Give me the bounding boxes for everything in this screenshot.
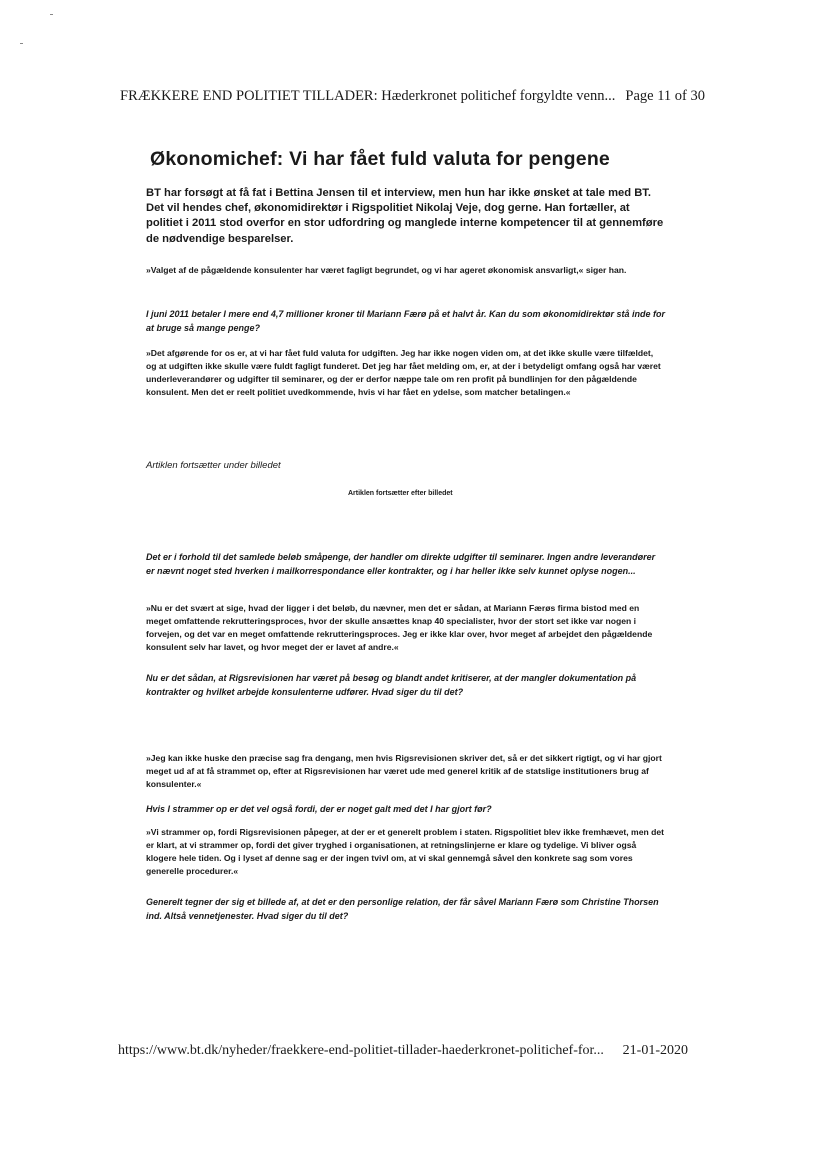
scan-speck	[20, 43, 23, 44]
quote-paragraph: »Det afgørende for os er, at vi har fået fuld valuta for udgiften. Jeg har ikke nogen viden om, at det ikke skulle være tilfældet, og at udgiften ikke skulle være fuldt fagligt funderet. Det jeg har fået melding om, er, at der i betydeligt omfang også har været underleverandører og udgifter til seminarer, og der er derfor næppe tale om ren profit på bundlinjen for den pågældende konsulent. Men det er reelt politiet uvedkommende, hvis vi har fået en ydelse, som matcher betalingen.«	[146, 348, 661, 397]
page-footer	[118, 1043, 688, 1059]
continue-note: Artiklen fortsætter under billedet	[146, 460, 281, 471]
interview-question: I juni 2011 betaler I mere end 4,7 millioner kroner til Mariann Færø på et halvt år. Kan du som økonomidirektør stå inde for at bruge så mange penge?	[146, 309, 665, 333]
page-header	[120, 88, 705, 105]
quote-paragraph: »Nu er det svært at sige, hvad der ligger i det beløb, du nævner, men det er sådan, at Mariann Færøs firma bistod med en meget omfattende rekrutteringsproces, hvor der skulle ansættes knap 40 specialister, hvor der stort set ikke var nogen i forvejen, og det var en meget omfattende rekrutteringsproces. Jeg er ikke klar over, hvor meget af arbejdet den pågældende konsulent selv har lavet, og hvor meget der er lavet af andre.«	[146, 603, 653, 652]
interview-question: Hvis I strammer op er det vel også fordi, der er noget galt med det I har gjort før?	[146, 804, 492, 814]
scan-speck	[50, 14, 53, 15]
interview-question: Det er i forhold til det samlede beløb småpenge, der handler om direkte udgifter til seminarer. Ingen andre leverandører er nævnt noget sted hverken i mailkorrespondance eller kontrakter, og i har heller ikke selv kunnet oplyse nogen...	[146, 552, 656, 576]
image-placeholder-note: Artiklen fortsætter efter billedet	[348, 490, 453, 497]
lead-paragraph: BT har forsøgt at få fat i Bettina Jensen til et interview, men hun har ikke ønsket at tale med BT. Det vil hendes chef, økonomidirektør i Rigspolitiet Nikolaj Veje, dog gerne. Han fortæller, at politiet i 2011 stod overfor en stor udfordring og manglede interne kompetencer til at gennemføre de nødvendige besparelser.	[146, 187, 664, 245]
quote-paragraph: »Vi strammer op, fordi Rigsrevisionen påpeger, at der er et generelt problem i staten. Rigspolitiet blev ikke fremhævet, men det er klart, at vi strammer op, fordi det giver tryghed i organisationen, at retningslinjerne er klare og tydelige. Vi bliver også klogere hele tiden. Og i lyset af denne sag er der ingen tvivl om, at vi skal gennemgå såvel den konkrete sag som vores generelle procedurer.«	[146, 827, 665, 876]
article-heading: Økonomichef: Vi har fået fuld valuta for pengene	[150, 148, 610, 170]
interview-question: Generelt tegner der sig et billede af, at det er den personlige relation, der får såvel Mariann Færø som Christine Thorsen ind. Altså vennetjenester. Hvad siger du til det?	[146, 897, 659, 921]
interview-question: Nu er det sådan, at Rigsrevisionen har været på besøg og blandt andet kritiserer, at der mangler dokumentation på kontrakter og hvilket arbejde konsulenterne udfører. Hvad siger du til det?	[146, 673, 637, 697]
quote-paragraph: »Valget af de pågældende konsulenter har været fagligt begrundet, og vi har ageret økonomisk ansvarligt,« siger han.	[146, 265, 627, 275]
page-number: Page 11 of 30	[625, 88, 705, 104]
quote-paragraph: »Jeg kan ikke huske den præcise sag fra dengang, men hvis Rigsrevisionen skriver det, så er det sikkert rigtigt, og vi har gjort meget ud af at få strammet op, efter at Rigsrevisionen har været ude med generel kritik af de statslige institutioners brug af konsulenter.«	[146, 753, 662, 789]
header-title: FRÆKKERE END POLITIET TILLADER: Hæderkronet politichef forgyldte venn...	[120, 88, 616, 104]
footer-date: 21-01-2020	[622, 1043, 688, 1058]
footer-url: https://www.bt.dk/nyheder/fraekkere-end-politiet-tillader-haederkronet-politichef-for...	[118, 1043, 604, 1058]
